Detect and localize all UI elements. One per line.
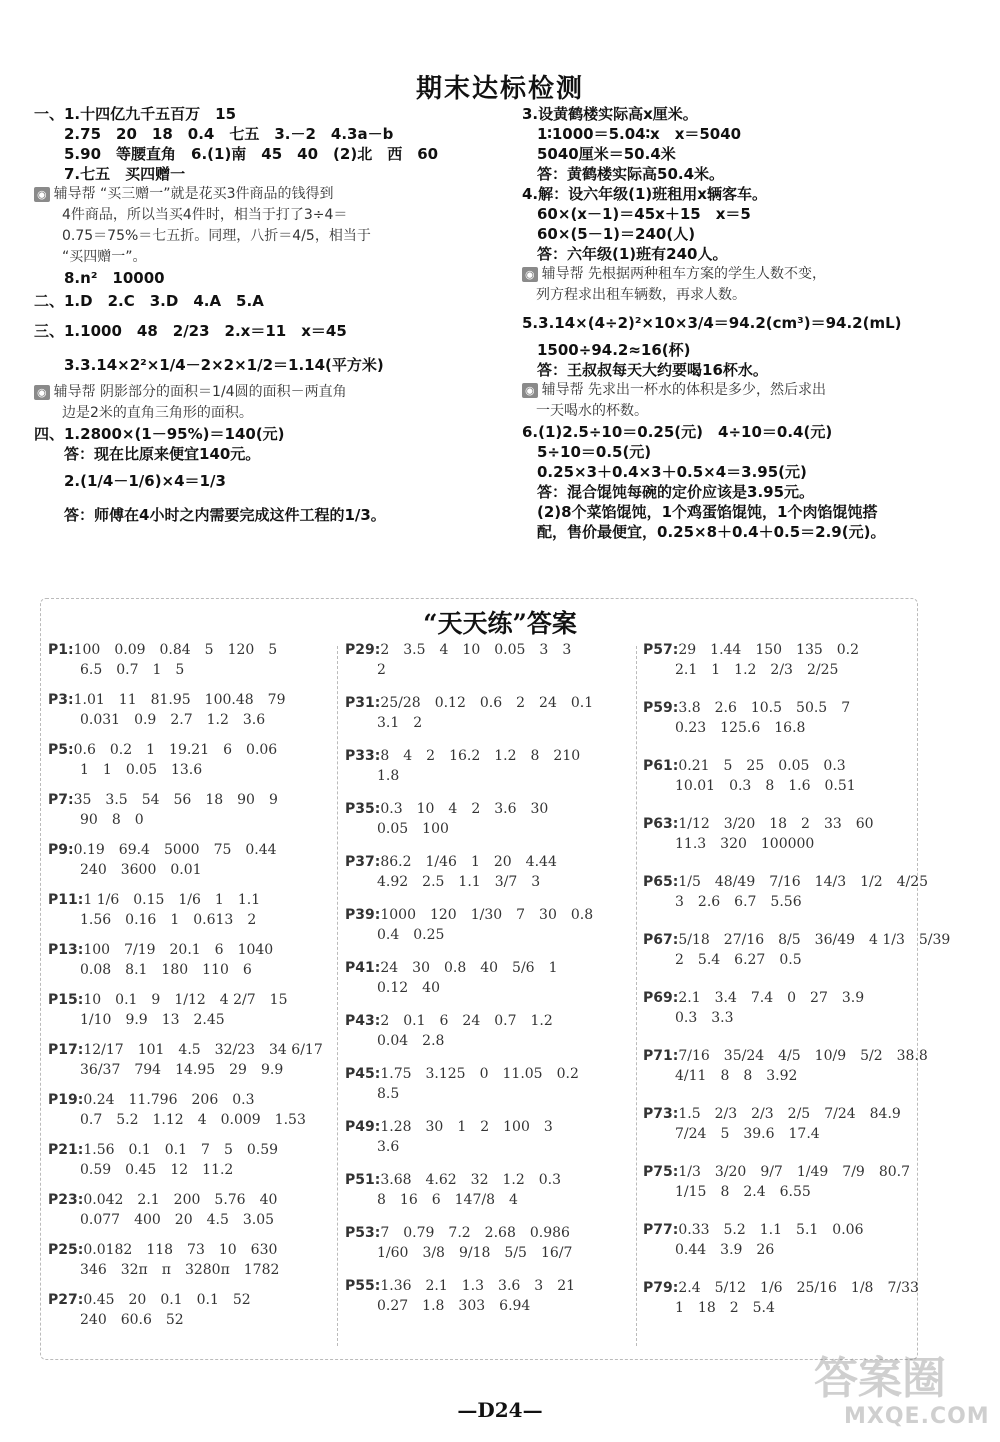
page-label: P1: <box>48 642 74 658</box>
page-label: P69: <box>643 990 679 1006</box>
answer-values: 1.75 3.125 0 11.05 0.2 <box>380 1066 579 1082</box>
page-label: P55: <box>345 1278 381 1294</box>
page-label: P43: <box>345 1013 381 1029</box>
answer-line <box>34 314 504 348</box>
entry-line <box>48 940 338 960</box>
hint-icon: ◉ <box>522 267 538 282</box>
daily-entry <box>345 852 635 905</box>
answer-values: 1 1 0.05 13.6 <box>80 762 203 778</box>
daily-entry <box>345 746 635 799</box>
answer-values: 0.3 10 4 2 3.6 30 <box>380 801 549 817</box>
entry-line <box>48 1040 338 1060</box>
page-label: P31: <box>345 695 381 711</box>
entry-line <box>48 790 338 810</box>
answer-values: 12/17 101 4.5 32/23 34 6/17 <box>83 1042 323 1058</box>
daily-entry <box>345 1011 635 1064</box>
daily-entry <box>345 1276 635 1329</box>
answer-values: 0.077 400 20 4.5 3.05 <box>80 1212 275 1228</box>
answer-line <box>522 502 982 522</box>
page-label: P77: <box>643 1222 679 1238</box>
entry-line <box>48 1240 338 1260</box>
answer-values: 0.24 11.796 206 0.3 <box>83 1092 255 1108</box>
line-text: 辅导帮 “买三赠一”就是花买3件商品的钱得到 <box>53 186 334 202</box>
answer-values: 2.1 3.4 7.4 0 27 3.9 <box>678 990 865 1006</box>
entry-line <box>48 640 338 660</box>
answer-line <box>34 288 504 314</box>
answer-values: 0.19 69.4 5000 75 0.44 <box>73 842 277 858</box>
exam-answers-right <box>522 104 982 542</box>
answer-values: 10.01 0.3 8 1.6 0.51 <box>675 778 856 794</box>
entry-line <box>345 958 635 978</box>
hint-line <box>34 247 504 268</box>
page-label: P71: <box>643 1048 679 1064</box>
answer-values: 3 2.6 6.7 5.56 <box>675 894 802 910</box>
entry-line <box>345 640 635 660</box>
line-text: 3.设黄鹤楼实际高x厘米。 <box>522 105 698 123</box>
daily-entry <box>643 1046 928 1104</box>
daily-entry <box>48 690 338 740</box>
page-label: P73: <box>643 1106 679 1122</box>
page-label: P41: <box>345 960 381 976</box>
page-label: P25: <box>48 1242 84 1258</box>
entry-line <box>643 1046 928 1066</box>
line-text: 二、1.D 2.C 3.D 4.A 5.A <box>34 292 264 310</box>
daily-entry <box>643 1162 913 1220</box>
page-title: 期末达标检测 <box>415 74 584 104</box>
answer-line <box>522 244 982 264</box>
answer-values: 8.5 <box>377 1086 400 1102</box>
answer-values: 1.8 <box>377 768 400 784</box>
answer-values: 2 5.4 6.27 0.5 <box>675 952 802 968</box>
page-label: P53: <box>345 1225 381 1241</box>
page-label: P5: <box>48 742 74 758</box>
line-text: 5040厘米＝50.4米 <box>522 145 676 163</box>
page-label: P67: <box>643 932 679 948</box>
answer-values: 1.5 2/3 2/3 2/5 7/24 84.9 <box>678 1106 901 1122</box>
daily-entry <box>48 890 338 940</box>
line-text: 三、1.1000 48 2/23 2.x＝11 x＝45 <box>34 322 347 340</box>
entry-line <box>345 1170 635 1190</box>
daily-entry <box>48 1140 338 1190</box>
answer-values: 3.1 2 <box>377 715 423 731</box>
answer-line <box>522 204 982 224</box>
entry-line <box>643 1104 913 1124</box>
answer-line <box>522 104 982 124</box>
entry-line <box>345 746 635 766</box>
answer-values: 3.6 <box>377 1139 400 1155</box>
page-label: P79: <box>643 1280 679 1296</box>
answer-line <box>522 144 982 164</box>
answer-values: 7 0.79 7.2 2.68 0.986 <box>380 1225 570 1241</box>
entry-line <box>48 1090 338 1110</box>
answer-line <box>522 522 982 542</box>
daily-entry <box>643 814 913 872</box>
answer-values: 1.56 0.1 0.1 7 5 0.59 <box>83 1142 279 1158</box>
line-text: 答：混合馄饨每碗的定价应该是3.95元。 <box>522 483 815 501</box>
answer-line <box>522 340 982 360</box>
daily-entry <box>345 1064 635 1117</box>
answer-values: 1/5 48/49 7/16 14/3 1/2 4/25 <box>678 874 929 890</box>
answer-values: 0.45 20 0.1 0.1 52 <box>83 1292 251 1308</box>
answer-line <box>34 424 504 444</box>
daily-entry <box>345 905 635 958</box>
answer-values: 1.01 11 81.95 100.48 79 <box>73 692 286 708</box>
line-text: 辅导帮 先求出一杯水的体积是多少，然后求出 <box>541 382 827 398</box>
line-text: 答：现在比原来便宜140元。 <box>34 445 261 463</box>
page-label: P61: <box>643 758 679 774</box>
answer-values: 6.5 0.7 1 5 <box>80 662 185 678</box>
answer-values: 0.27 1.8 303 6.94 <box>377 1298 531 1314</box>
daily-entry <box>643 1278 919 1336</box>
entry-line <box>643 1220 913 1240</box>
page-label: P23: <box>48 1192 84 1208</box>
line-text: 4件商品，所以当买4件时，相当于打了3÷4＝ <box>34 207 348 223</box>
answer-values: 1/15 8 2.4 6.55 <box>675 1184 811 1200</box>
answer-values: 0.12 40 <box>377 980 440 996</box>
answer-values: 1.56 0.16 1 0.613 2 <box>80 912 257 928</box>
answer-values: 8 4 2 16.2 1.2 8 210 <box>380 748 581 764</box>
answer-values: 0.33 5.2 1.1 5.1 0.06 <box>678 1222 864 1238</box>
line-text: 2.75 20 18 0.4 七五 3.－2 4.3a－b <box>34 125 394 143</box>
answer-values: 1.36 2.1 1.3 3.6 3 21 <box>380 1278 576 1294</box>
line-text: 答：六年级(1)班有240人。 <box>522 245 728 263</box>
page-label: P57: <box>643 642 679 658</box>
daily-entry <box>48 640 338 690</box>
line-text: 1∶1000＝5.04∶x x＝5040 <box>522 125 742 143</box>
line-text: 四、1.2800×(1－95%)＝140(元) <box>34 425 285 443</box>
answer-values: 0.3 3.3 <box>675 1010 734 1026</box>
daily-entry <box>48 1090 338 1140</box>
line-text: “买四赠一”。 <box>34 249 147 265</box>
answer-line <box>34 348 504 382</box>
answer-line <box>34 144 504 164</box>
answer-values: 10 0.1 9 1/12 4 2/7 15 <box>83 992 288 1008</box>
answer-line <box>522 184 982 204</box>
line-text: (2)8个菜馅馄饨，1个鸡蛋馅馄饨，1个肉馅馄饨搭 <box>522 503 878 521</box>
answer-values: 1 18 2 5.4 <box>675 1300 775 1316</box>
hint-line <box>522 264 982 285</box>
line-text: 边是2米的直角三角形的面积。 <box>34 405 253 421</box>
page-label: P21: <box>48 1142 84 1158</box>
entry-line <box>345 905 635 925</box>
answer-values: 4.92 2.5 1.1 3/7 3 <box>377 874 541 890</box>
hint-icon: ◉ <box>34 385 50 400</box>
line-text: 列方程求出租车辆数，再求人数。 <box>522 287 746 303</box>
answer-values: 0.042 2.1 200 5.76 40 <box>83 1192 278 1208</box>
page-label: P75: <box>643 1164 679 1180</box>
entry-line <box>643 1162 913 1182</box>
page-label: P29: <box>345 642 381 658</box>
daily-entry <box>643 756 913 814</box>
line-text: 60×(x－1)＝45x＋15 x＝5 <box>522 205 751 223</box>
entry-line <box>48 1190 338 1210</box>
answer-line <box>522 442 982 462</box>
entry-line <box>643 1278 919 1298</box>
answer-values: 2 3.5 4 10 0.05 3 3 <box>380 642 572 658</box>
watermark-url: MXQE.COM <box>844 1404 990 1429</box>
answer-line <box>522 124 982 144</box>
page-label: P45: <box>345 1066 381 1082</box>
answer-values: 0.21 5 25 0.05 0.3 <box>678 758 846 774</box>
answer-values: 1/60 3/8 9/18 5/5 16/7 <box>377 1245 573 1261</box>
answer-values: 1.28 30 1 2 100 3 <box>380 1119 553 1135</box>
entry-line <box>48 740 338 760</box>
answer-values: 240 60.6 52 <box>80 1312 184 1328</box>
page-label: P7: <box>48 792 74 808</box>
daily-entry <box>643 930 951 988</box>
daily-entry <box>643 1220 913 1278</box>
daily-entry <box>48 1190 338 1240</box>
answer-values: 29 1.44 150 135 0.2 <box>678 642 860 658</box>
entry-line <box>48 1290 338 1310</box>
answer-values: 24 30 0.8 40 5/6 1 <box>380 960 558 976</box>
page-number: —D24— <box>457 1398 543 1422</box>
answer-values: 100 0.09 0.84 5 120 5 <box>73 642 278 658</box>
daily-entry <box>48 940 338 990</box>
answer-line <box>34 268 504 288</box>
page-label: P17: <box>48 1042 84 1058</box>
watermark-text: 答案圈 <box>814 1353 946 1404</box>
entry-line <box>345 1117 635 1137</box>
daily-entry <box>643 1104 913 1162</box>
page-label: P39: <box>345 907 381 923</box>
answer-line <box>522 482 982 502</box>
watermark-logo <box>808 1342 988 1436</box>
line-text: 1500÷94.2≈16(杯) <box>522 341 691 359</box>
line-text: 配，售价最便宜，0.25×8＋0.4＋0.5＝2.9(元)。 <box>522 523 886 541</box>
page-label: P3: <box>48 692 74 708</box>
daily-entry <box>345 799 635 852</box>
hint-icon: ◉ <box>34 187 50 202</box>
hint-line <box>34 184 504 205</box>
entry-line <box>48 990 338 1010</box>
answer-values: 2 0.1 6 24 0.7 1.2 <box>380 1013 553 1029</box>
daily-entry <box>345 958 635 1011</box>
entry-line <box>48 690 338 710</box>
answer-values: 90 8 0 <box>80 812 144 828</box>
page-label: P59: <box>643 700 679 716</box>
line-text: 辅导帮 先根据两种租车方案的学生人数不变， <box>541 266 827 282</box>
answer-line <box>522 224 982 244</box>
answer-values: 1 1/6 0.15 1/6 1 1.1 <box>83 892 261 908</box>
daily-entry <box>48 1240 338 1290</box>
entry-line <box>643 930 951 950</box>
daily-entry <box>345 693 635 746</box>
line-text: 一、1.十四亿九千五百万 15 <box>34 105 237 123</box>
answer-values: 1000 120 1/30 7 30 0.8 <box>380 907 594 923</box>
line-text: 0.25×3＋0.4×3＋0.5×4＝3.95(元) <box>522 463 807 481</box>
answer-values: 7/16 35/24 4/5 10/9 5/2 38.8 <box>678 1048 928 1064</box>
page-label: P51: <box>345 1172 381 1188</box>
line-text: 8.n² 10000 <box>34 269 165 287</box>
daily-practice-title: “天天练”答案 <box>423 609 577 638</box>
page-label: P15: <box>48 992 84 1008</box>
line-text: 一天喝水的杯数。 <box>522 403 648 419</box>
line-text: 辅导帮 阴影部分的面积＝1/4圆的面积－两直角 <box>53 384 347 400</box>
line-text: 5.3.14×(4÷2)²×10×3/4＝94.2(cm³)＝94.2(mL) <box>522 314 902 332</box>
answer-values: 0.05 100 <box>377 821 449 837</box>
page-label: P49: <box>345 1119 381 1135</box>
line-text: 6.(1)2.5÷10＝0.25(元) 4÷10＝0.4(元) <box>522 423 833 441</box>
answer-values: 86.2 1/46 1 20 4.44 <box>380 854 557 870</box>
entry-line <box>643 698 913 718</box>
page-label: P27: <box>48 1292 84 1308</box>
hint-line <box>34 382 504 403</box>
answer-values: 25/28 0.12 0.6 2 24 0.1 <box>380 695 594 711</box>
answer-line <box>34 164 504 184</box>
answer-line <box>34 124 504 144</box>
answer-line <box>34 464 504 498</box>
daily-entry <box>643 988 913 1046</box>
answer-values: 0.04 2.8 <box>377 1033 445 1049</box>
entry-line <box>345 852 635 872</box>
answer-values: 0.59 0.45 12 11.2 <box>80 1162 234 1178</box>
answer-values: 7/24 5 39.6 17.4 <box>675 1126 820 1142</box>
entry-line <box>643 872 929 892</box>
answer-values: 0.7 5.2 1.12 4 0.009 1.53 <box>80 1112 306 1128</box>
page-label: P65: <box>643 874 679 890</box>
hint-line <box>522 285 982 306</box>
answer-line <box>34 104 504 124</box>
daily-column-3 <box>643 640 951 1336</box>
answer-values: 0.031 0.9 2.7 1.2 3.6 <box>80 712 266 728</box>
answer-line <box>34 444 504 464</box>
answer-values: 0.4 0.25 <box>377 927 445 943</box>
answer-values: 2 <box>377 662 386 678</box>
daily-entry <box>48 1290 338 1340</box>
entry-line <box>48 890 338 910</box>
answer-values: 0.08 8.1 180 110 6 <box>80 962 252 978</box>
entry-line <box>48 1140 338 1160</box>
answer-values: 0.44 3.9 26 <box>675 1242 775 1258</box>
daily-entry <box>643 640 913 698</box>
hint-line <box>34 403 504 424</box>
line-text: 0.75＝75%＝七五折。同理，八折＝4/5，相当于 <box>34 228 371 244</box>
line-text: 7.七五 买四赠一 <box>34 165 186 183</box>
entry-line <box>345 1011 635 1031</box>
daily-entry <box>643 872 929 930</box>
line-text: 答：师傅在4小时之内需要完成这件工程的1/3。 <box>34 506 386 524</box>
hint-line <box>34 205 504 226</box>
answer-values: 3.8 2.6 10.5 50.5 7 <box>678 700 851 716</box>
page-label: P33: <box>345 748 381 764</box>
daily-entry <box>345 640 635 693</box>
page-label: P9: <box>48 842 74 858</box>
answer-values: 1/12 3/20 18 2 33 60 <box>678 816 874 832</box>
entry-line <box>643 756 913 776</box>
hint-icon: ◉ <box>522 383 538 398</box>
daily-column-2 <box>345 640 635 1329</box>
daily-entry <box>345 1223 635 1276</box>
answer-values: 0.23 125.6 16.8 <box>675 720 806 736</box>
line-text: 2.(1/4－1/6)×4＝1/3 <box>34 472 226 490</box>
page-label: P11: <box>48 892 84 908</box>
line-text: 4.解：设六年级(1)班租用x辆客车。 <box>522 185 767 203</box>
daily-entry <box>643 698 913 756</box>
answer-values: 240 3600 0.01 <box>80 862 202 878</box>
entry-line <box>345 1276 635 1296</box>
answer-values: 1/3 3/20 9/7 1/49 7/9 80.7 <box>678 1164 910 1180</box>
line-text: 答：王叔叔每天大约要喝16杯水。 <box>522 361 768 379</box>
answer-values: 100 7/19 20.1 6 1040 <box>83 942 274 958</box>
entry-line <box>643 814 913 834</box>
line-text: 3.3.14×2²×1/4－2×2×1/2＝1.14(平方米) <box>34 356 384 374</box>
answer-values: 36/37 794 14.95 29 9.9 <box>80 1062 284 1078</box>
answer-values: 3.68 4.62 32 1.2 0.3 <box>380 1172 562 1188</box>
page-label: P63: <box>643 816 679 832</box>
answer-line <box>34 498 504 532</box>
answer-values: 0.0182 118 73 10 630 <box>83 1242 278 1258</box>
page-label: P35: <box>345 801 381 817</box>
page-label: P37: <box>345 854 381 870</box>
answer-line <box>522 306 982 340</box>
daily-entry <box>345 1117 635 1170</box>
answer-line <box>522 164 982 184</box>
answer-values: 11.3 320 100000 <box>675 836 815 852</box>
daily-column-1 <box>48 640 338 1340</box>
answer-values: 8 16 6 147/8 4 <box>377 1192 518 1208</box>
answer-line <box>522 462 982 482</box>
answer-values: 1/10 9.9 13 2.45 <box>80 1012 225 1028</box>
hint-line <box>522 380 982 401</box>
answer-values: 0.6 0.2 1 19.21 6 0.06 <box>73 742 278 758</box>
entry-line <box>345 1064 635 1084</box>
answer-values: 2.1 1 1.2 2/3 2/25 <box>675 662 839 678</box>
answer-values: 2.4 5/12 1/6 25/16 1/8 7/33 <box>678 1280 919 1296</box>
hint-line <box>522 401 982 422</box>
answer-values: 4/11 8 8 3.92 <box>675 1068 798 1084</box>
page-label: P13: <box>48 942 84 958</box>
line-text: 答：黄鹤楼实际高50.4米。 <box>522 165 725 183</box>
daily-entry <box>48 740 338 790</box>
daily-entry <box>345 1170 635 1223</box>
entry-line <box>643 640 913 660</box>
entry-line <box>643 988 913 1008</box>
entry-line <box>345 799 635 819</box>
line-text: 60×(5－1)＝240(人) <box>522 225 696 243</box>
line-text: 5÷10＝0.5(元) <box>522 443 652 461</box>
page-label: P19: <box>48 1092 84 1108</box>
entry-line <box>345 1223 635 1243</box>
column-divider <box>636 646 637 1346</box>
daily-entry <box>48 790 338 840</box>
entry-line <box>48 840 338 860</box>
exam-answers-left <box>34 104 504 532</box>
answer-values: 5/18 27/16 8/5 36/49 4 1/3 5/39 <box>678 932 951 948</box>
entry-line <box>345 693 635 713</box>
line-text: 5.90 等腰直角 6.(1)南 45 40 (2)北 西 60 <box>34 145 439 163</box>
answer-values: 35 3.5 54 56 18 90 9 <box>73 792 278 808</box>
hint-line <box>34 226 504 247</box>
daily-entry <box>48 840 338 890</box>
answer-values: 346 32π π 3280π 1782 <box>80 1262 280 1278</box>
answer-line <box>522 360 982 380</box>
daily-entry <box>48 990 338 1040</box>
daily-entry <box>48 1040 338 1090</box>
answer-line <box>522 422 982 442</box>
